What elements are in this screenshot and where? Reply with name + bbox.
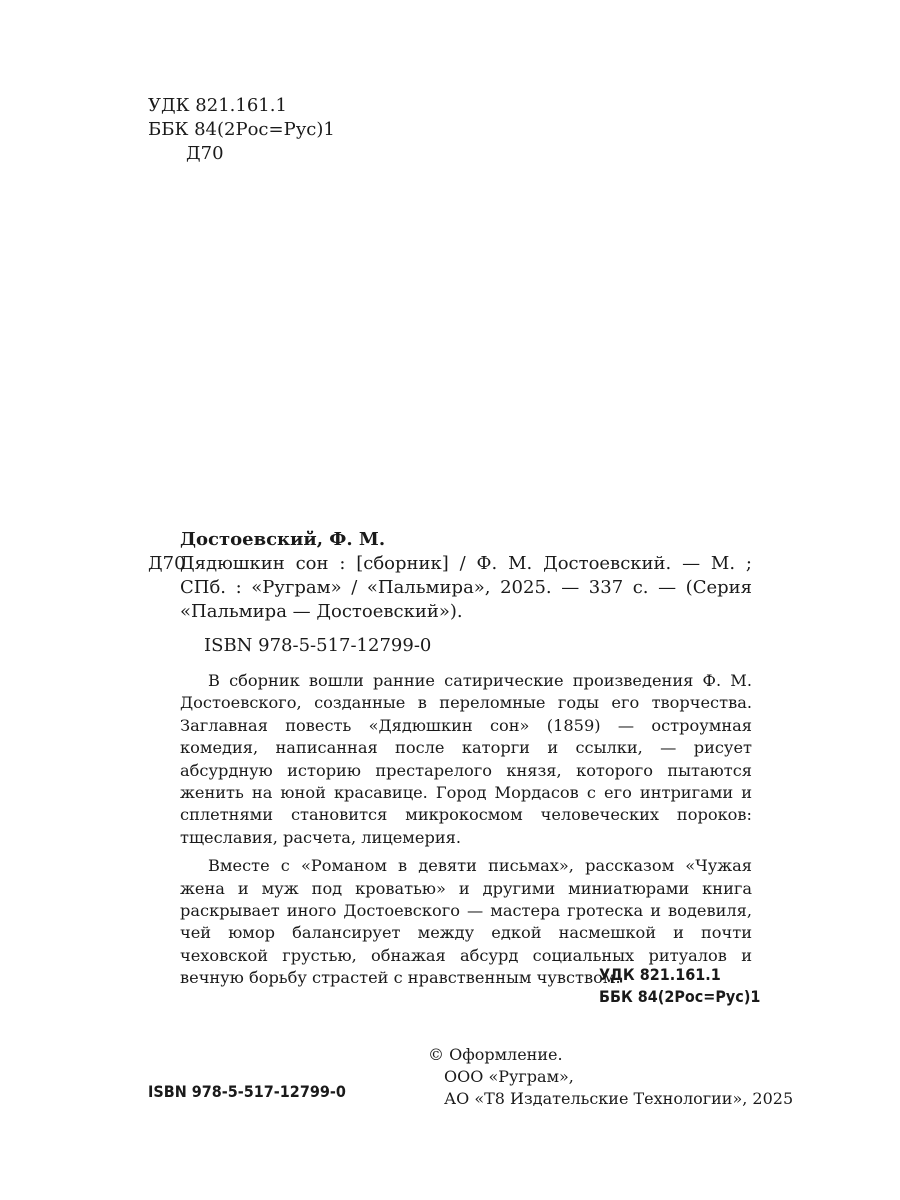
- record-author-mark: Д70: [148, 553, 186, 574]
- copyright-line: АО «Т8 Издательские Технологии», 2025: [444, 1089, 794, 1108]
- annotation: [148, 670, 752, 990]
- isbn-bottom: ISBN 978-5-517-12799-0: [148, 1082, 346, 1101]
- author-mark: Д70: [186, 143, 224, 164]
- bottom-classification: [599, 964, 760, 1008]
- bbk-code-bottom: ББК 84(2Рос=Рус)1: [599, 987, 761, 1006]
- record-isbn: ISBN 978-5-517-12799-0: [204, 635, 432, 656]
- record-entry-text: Дядюшкин сон : [сборник] / Ф. М. Достоевский. — М. ; СПб. : «Руграм» / «Пальмира», 2025. — 337 с. — (Серия «Пальмира — Достоевский»).: [180, 553, 752, 622]
- copyright-block: [428, 1044, 793, 1110]
- bbk-code: ББК 84(2Рос=Рус)1: [148, 119, 335, 140]
- udk-code: УДК 821.161.1: [148, 95, 287, 116]
- copyright-line: ООО «Руграм»,: [444, 1067, 574, 1086]
- bibliographic-record: [148, 528, 752, 990]
- top-classification: [148, 94, 335, 166]
- annotation-paragraph: В сборник вошли ранние сатирические произведения Ф. М. Достоевского, созданные в переломные годы его творчества. Заглавная повесть «Дядюшкин сон» (1859) — остроумная комедия, написанная после каторги и ссылки, — рисует абсурдную историю престарелого князя, которого пытаются женить на юной красавице. Город Мордасов с его интригами и сплетнями становится микрокосмом человеческих пороков: тщеславия, расчета, лицемерия.: [180, 671, 752, 847]
- copyright-line: © Оформление.: [428, 1045, 563, 1064]
- udk-code-bottom: УДК 821.161.1: [599, 965, 721, 984]
- record-author: Достоевский, Ф. М.: [180, 529, 386, 550]
- record-entry: [148, 552, 752, 624]
- annotation-paragraph: Вместе с «Романом в девяти письмах», рассказом «Чужая жена и муж под кроватью» и другими миниатюрами книга раскрывает иного Достоевского — мастера гротеска и водевиля, чей юмор балансирует между едкой насмешкой и почти чеховской грустью, обнажая абсурд социальных ритуалов и вечную борьбу страстей с нравственным чувством.: [180, 856, 752, 988]
